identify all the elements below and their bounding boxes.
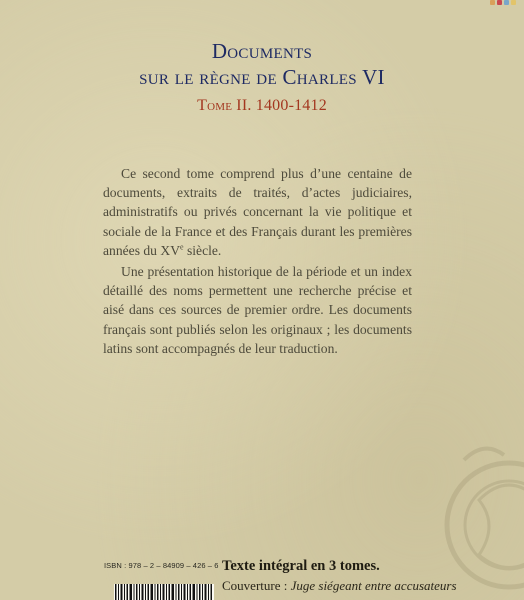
description-paragraph-2: Une présentation historique de la période et un index détaillé des noms permettent une recherche précise et aisé dans ces sources de premier ordre. Les documents français sont publiés selon les originaux ; les documents latins sont accompagnés de leur traduction. bbox=[103, 264, 412, 356]
century-superscript: e bbox=[180, 242, 184, 252]
book-title bbox=[0, 38, 524, 90]
isbn-number: ISBN : 978 – 2 – 84909 – 426 – 6 bbox=[104, 561, 219, 570]
seal-ornament-icon bbox=[424, 430, 524, 600]
cut-off-text-line bbox=[222, 595, 452, 600]
description-paragraph-1 bbox=[103, 164, 412, 260]
title-line-1: Documents bbox=[211, 39, 313, 63]
paragraph-1-end: siècle. bbox=[183, 242, 222, 258]
edition-tagline: Texte intégral en 3 tomes. bbox=[222, 558, 380, 574]
corner-color-marks bbox=[490, 0, 516, 6]
cover-credit-label: Couverture : bbox=[222, 578, 291, 593]
title-line-2: sur le règne de Charles VI bbox=[139, 65, 385, 89]
volume-subtitle: Tome II. 1400-1412 bbox=[197, 97, 327, 114]
paragraph-1-text: Ce second tome comprend plus d’une centaine de documents, extraits de traités, d’actes judiciaires, administratifs ou privés concernant la vie politique et sociale de la France et des Français durant les premières années du XV bbox=[103, 166, 412, 258]
description bbox=[103, 164, 412, 358]
barcode-icon bbox=[114, 584, 214, 600]
cover-credit-title: Juge siégeant entre accusateurs bbox=[290, 578, 457, 593]
cover-credit bbox=[222, 578, 457, 594]
